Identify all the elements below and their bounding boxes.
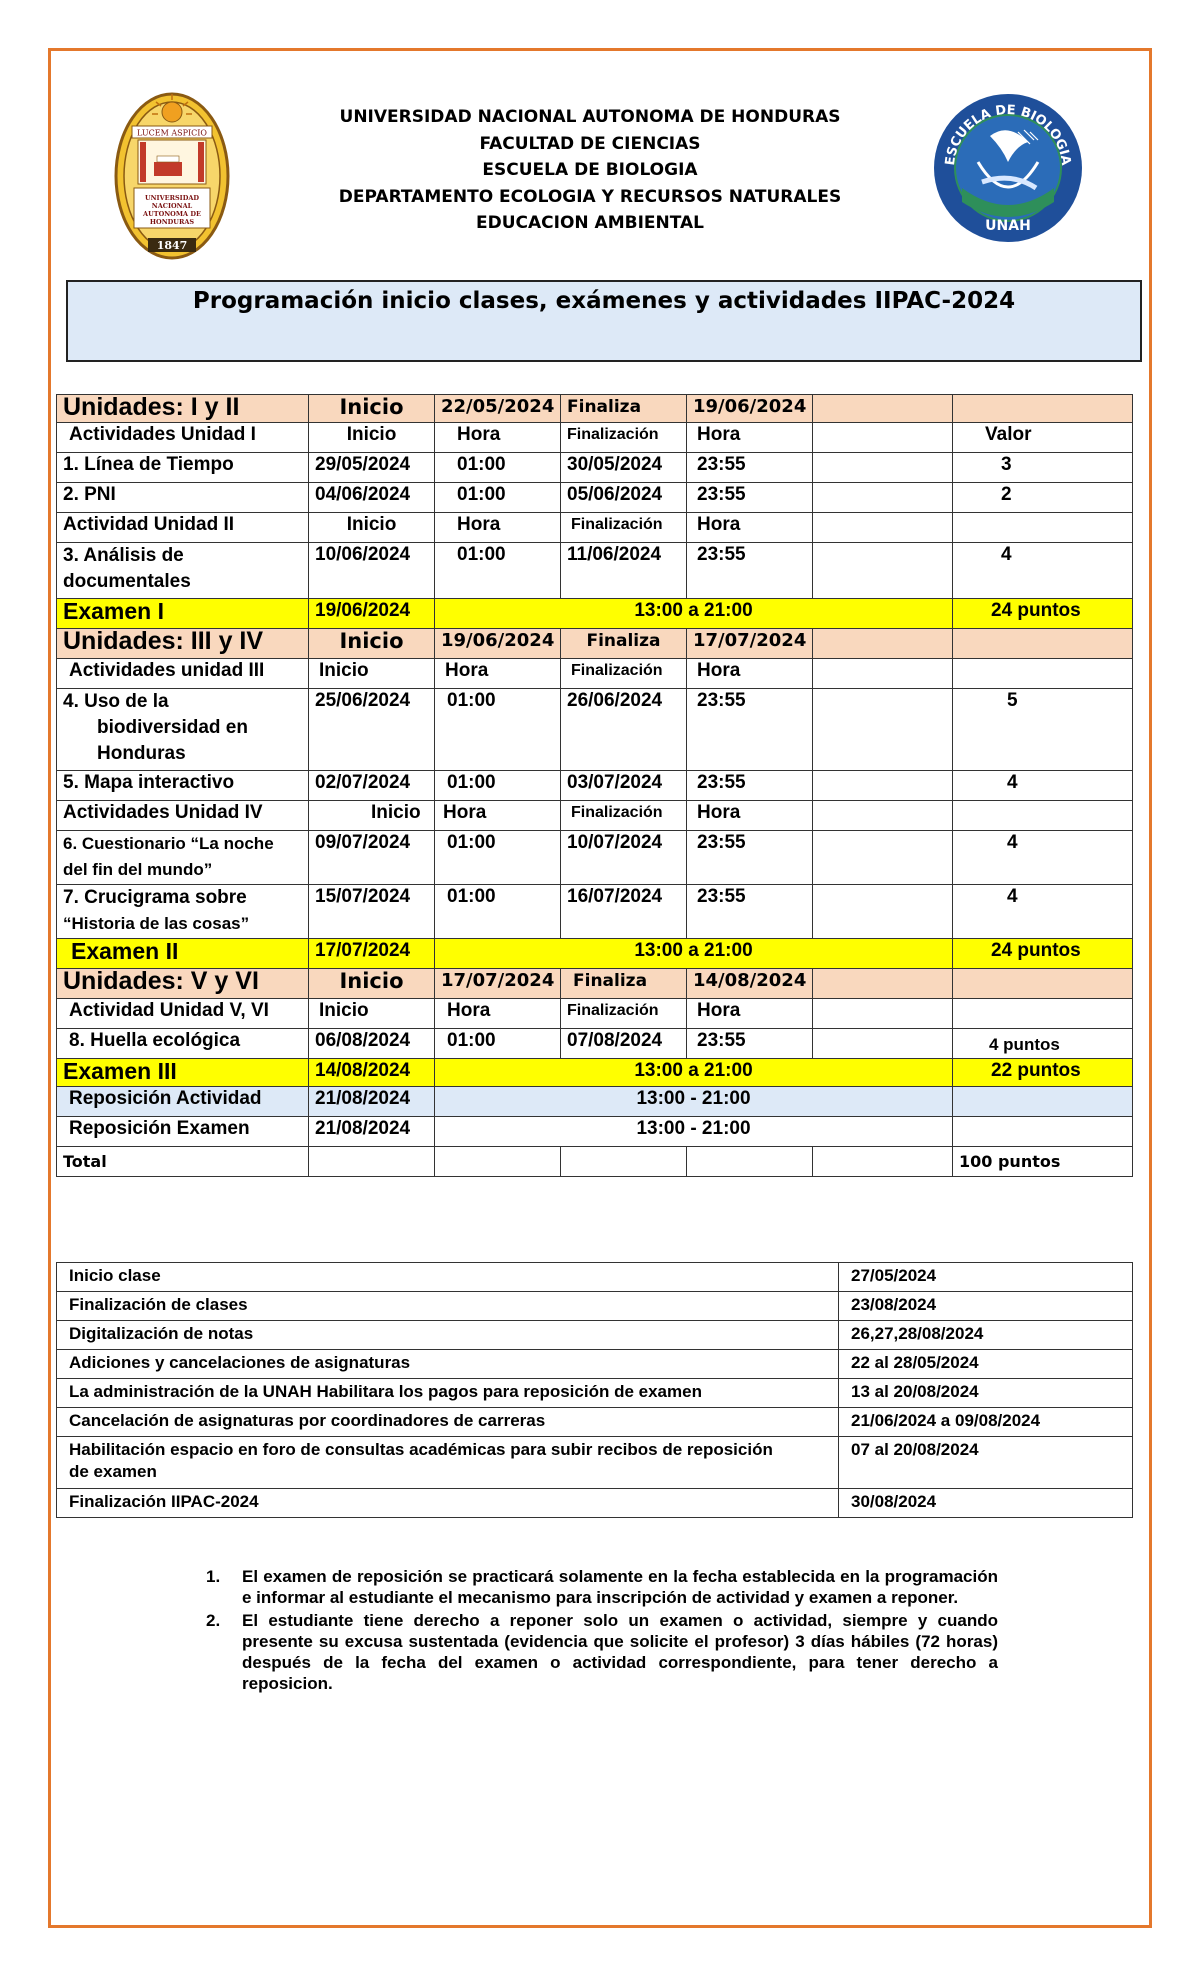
activity-end-time: 23:55 (687, 771, 813, 801)
header-line-program: EDUCACION AMBIENTAL (475, 213, 705, 233)
key-date-value: 07 al 20/08/2024 (839, 1437, 1133, 1489)
key-date-row (57, 1263, 1133, 1292)
activity-end-time: 23:55 (687, 831, 813, 885)
header-inicio: Inicio (309, 999, 435, 1029)
activity-value: 3 (953, 453, 1133, 483)
activity-start: 29/05/2024 (309, 453, 435, 483)
activity-start-time: 01:00 (435, 771, 561, 801)
note-text: El estudiante tiene derecho a reponer solo un examen o actividad, siempre y cuando presente su excusa sustentada (evidencia que solicite el profesor) 3 días hábiles (72 horas) después de la fecha del examen o actividad correspondiente, para tener derecho a reposicion. (242, 1611, 998, 1693)
total-label: Total (57, 1147, 309, 1177)
activity-name: 1. Línea de Tiempo (57, 453, 309, 483)
key-date-row (57, 1408, 1133, 1437)
header-line-faculty: FACULTAD DE CIENCIAS (479, 133, 701, 154)
activity-row (57, 689, 1133, 771)
activity-start-time: 01:00 (435, 831, 561, 885)
exam-date: 14/08/2024 (309, 1059, 435, 1087)
activity-name-cont: “Historia de las cosas” (63, 914, 250, 933)
activity-header-row (57, 801, 1133, 831)
key-date-label: Habilitación espacio en foro de consultas académicas para subir recibos de reposición de examen (57, 1437, 839, 1489)
unit-end-date: 19/06/2024 (687, 395, 813, 423)
makeup-time: 13:00 - 21:00 (435, 1087, 953, 1117)
key-date-row (57, 1292, 1133, 1321)
activity-end: 11/06/2024 (561, 543, 687, 599)
key-date-row (57, 1350, 1133, 1379)
key-dates-table (56, 1262, 1133, 1518)
unit-start-date: 17/07/2024 (435, 969, 561, 999)
key-date-label: Digitalización de notas (57, 1321, 839, 1350)
activity-value: 4 (953, 885, 1133, 939)
activity-start-time: 01:00 (435, 543, 561, 599)
activity-row (57, 885, 1133, 939)
key-date-label: Adiciones y cancelaciones de asignaturas (57, 1350, 839, 1379)
unit-finaliza: Finaliza (561, 969, 687, 999)
activity-start: 09/07/2024 (309, 831, 435, 885)
key-date-value: 26,27,28/08/2024 (839, 1321, 1133, 1350)
exam-points: 24 puntos (953, 939, 1133, 969)
activity-start-time: 01:00 (435, 483, 561, 513)
unit-start-date: 22/05/2024 (435, 395, 561, 423)
unit-inicio: Inicio (309, 395, 435, 423)
exam-date: 17/07/2024 (309, 939, 435, 969)
activity-name: 8. Huella ecológica (57, 1029, 309, 1059)
activity-start: 02/07/2024 (309, 771, 435, 801)
activity-end-time: 23:55 (687, 483, 813, 513)
total-points: 100 puntos (953, 1147, 1133, 1177)
activity-start-time: 01:00 (435, 1029, 561, 1059)
activity-row (57, 453, 1133, 483)
header-hora2: Hora (687, 801, 813, 831)
key-date-value: 30/08/2024 (839, 1489, 1133, 1518)
activity-start-time: 01:00 (435, 689, 561, 771)
activity-name: 6. Cuestionario “La noche del fin del mundo” (57, 831, 309, 885)
activity-header-row (57, 999, 1133, 1029)
activity-row (57, 483, 1133, 513)
exam-row (57, 1059, 1133, 1087)
unit-label: Unidades: I y II (57, 395, 309, 423)
total-row (57, 1147, 1133, 1177)
activity-start-time: 01:00 (435, 885, 561, 939)
makeup-row (57, 1087, 1133, 1117)
key-date-row (57, 1379, 1133, 1408)
header-line-department: DEPARTAMENTO ECOLOGIA Y RECURSOS NATURALES (338, 186, 842, 207)
activity-name-cell (57, 885, 309, 939)
activity-start: 25/06/2024 (309, 689, 435, 771)
key-date-value: 13 al 20/08/2024 (839, 1379, 1133, 1408)
activity-value: 4 (953, 543, 1133, 599)
seal-year: 1847 (156, 239, 188, 252)
note-text: El examen de reposición se practicará solamente en la fecha establecida en la programación e informar al estudiante el mecanismo para inscripción de actividad y examen a reponer. (242, 1567, 998, 1607)
activity-row (57, 771, 1133, 801)
key-date-label: La administración de la UNAH Habilitara los pagos para reposición de examen (57, 1379, 839, 1408)
exam-date: 19/06/2024 (309, 599, 435, 629)
key-date-value: 23/08/2024 (839, 1292, 1133, 1321)
activity-end: 26/06/2024 (561, 689, 687, 771)
exam-row (57, 939, 1133, 969)
activity-end: 30/05/2024 (561, 453, 687, 483)
unit-end-date: 17/07/2024 (687, 629, 813, 659)
activity-end: 10/07/2024 (561, 831, 687, 885)
header-finalizacion: Finalización (561, 801, 687, 831)
header-line-school: ESCUELA DE BIOLOGIA (482, 160, 698, 180)
escuela-biologia-logo (932, 92, 1084, 244)
unit-finaliza: Finaliza (561, 395, 687, 423)
key-date-row (57, 1489, 1133, 1518)
activity-end-time: 23:55 (687, 453, 813, 483)
logo-bottom-text: UNAH (985, 218, 1031, 234)
activity-name: 4. Uso de la (63, 691, 169, 712)
activity-start: 06/08/2024 (309, 1029, 435, 1059)
activity-header-row (57, 513, 1133, 543)
activity-header-label: Actividades Unidad IV (57, 801, 309, 831)
exam-points: 22 puntos (953, 1059, 1133, 1087)
header-finalizacion: Finalización (561, 423, 687, 453)
unit-row (57, 395, 1133, 423)
institution-header (240, 104, 940, 237)
activity-end-time: 23:55 (687, 543, 813, 599)
key-date-value: 21/06/2024 a 09/08/2024 (839, 1408, 1133, 1437)
header-hora2: Hora (687, 513, 813, 543)
activity-row (57, 1029, 1133, 1059)
key-date-value: 27/05/2024 (839, 1263, 1133, 1292)
note-item (206, 1566, 998, 1608)
key-date-label: Inicio clase (57, 1263, 839, 1292)
makeup-label: Reposición Examen (57, 1117, 309, 1147)
unit-row (57, 969, 1133, 999)
header-hora2: Hora (687, 999, 813, 1029)
unit-row (57, 629, 1133, 659)
activity-name-cont: biodiversidad en Honduras (97, 717, 248, 764)
makeup-row (57, 1117, 1133, 1147)
activity-row (57, 831, 1133, 885)
activity-end: 16/07/2024 (561, 885, 687, 939)
unit-label: Unidades: V y VI (57, 969, 309, 999)
header-hora: Hora (435, 659, 561, 689)
exam-label: Examen III (57, 1059, 309, 1087)
key-date-label: Finalización IIPAC-2024 (57, 1489, 839, 1518)
activity-header-row (57, 423, 1133, 453)
header-inicio: Inicio (309, 659, 435, 689)
page-title: Programación inicio clases, exámenes y actividades IIPAC-2024 (192, 288, 1016, 314)
exam-label: Examen I (57, 599, 309, 629)
seal-text: UNIVERSIDAD NACIONAL AUTONOMA DE HONDURAS (143, 194, 201, 226)
key-date-row (57, 1321, 1133, 1350)
header-inicio: Inicio (309, 423, 435, 453)
activity-value: 5 (953, 689, 1133, 771)
header-hora: Hora (435, 801, 561, 831)
activity-end: 03/07/2024 (561, 771, 687, 801)
activity-value: 2 (953, 483, 1133, 513)
activity-name: 2. PNI (57, 483, 309, 513)
unah-seal-logo (112, 88, 232, 260)
activity-start: 15/07/2024 (309, 885, 435, 939)
header-finalizacion: Finalización (561, 513, 687, 543)
header-hora2: Hora (687, 423, 813, 453)
header-valor: Valor (953, 423, 1133, 453)
activity-end: 05/06/2024 (561, 483, 687, 513)
header-finalizacion: Finalización (561, 659, 687, 689)
exam-time: 13:00 a 21:00 (435, 939, 953, 969)
exam-row (57, 599, 1133, 629)
activity-start: 10/06/2024 (309, 543, 435, 599)
makeup-time: 13:00 - 21:00 (435, 1117, 953, 1147)
activity-name: 5. Mapa interactivo (57, 771, 309, 801)
key-date-label: Cancelación de asignaturas por coordinadores de carreras (57, 1408, 839, 1437)
header-hora: Hora (435, 423, 561, 453)
note-number: 1. (206, 1567, 221, 1586)
activity-name: 7. Crucigrama sobre (63, 887, 247, 908)
header-inicio: Inicio (309, 801, 435, 831)
activity-row (57, 543, 1133, 599)
activity-value: 4 (953, 771, 1133, 801)
unit-inicio: Inicio (309, 969, 435, 999)
unit-end-date: 14/08/2024 (687, 969, 813, 999)
activity-name: 3. Análisis de documentales (57, 543, 309, 599)
makeup-label: Reposición Actividad (57, 1087, 309, 1117)
activity-end-time: 23:55 (687, 1029, 813, 1059)
key-date-value: 22 al 28/05/2024 (839, 1350, 1133, 1379)
notes-list (206, 1566, 998, 1696)
header-finalizacion: Finalización (561, 999, 687, 1029)
unit-label: Unidades: III y IV (57, 629, 309, 659)
header-inicio: Inicio (309, 513, 435, 543)
logo-top-text: ESCUELA DE BIOLOGIA (942, 102, 1074, 167)
activity-start: 04/06/2024 (309, 483, 435, 513)
header-hora: Hora (435, 999, 561, 1029)
header-hora2: Hora (687, 659, 813, 689)
exam-points: 24 puntos (953, 599, 1133, 629)
makeup-date: 21/08/2024 (309, 1087, 435, 1117)
exam-time: 13:00 a 21:00 (435, 1059, 953, 1087)
unit-finaliza: Finaliza (561, 629, 687, 659)
activity-end-time: 23:55 (687, 689, 813, 771)
key-date-label: Finalización de clases (57, 1292, 839, 1321)
activity-value: 4 (953, 831, 1133, 885)
unit-inicio: Inicio (309, 629, 435, 659)
schedule-table (56, 394, 1133, 1177)
key-date-row (57, 1437, 1133, 1489)
exam-label: Examen II (57, 939, 309, 969)
activity-header-label: Actividad Unidad II (57, 513, 309, 543)
unit-start-date: 19/06/2024 (435, 629, 561, 659)
activity-name-cell (57, 689, 309, 771)
activity-header-label: Actividades Unidad I (57, 423, 309, 453)
activity-header-row (57, 659, 1133, 689)
activity-end-time: 23:55 (687, 885, 813, 939)
title-box (66, 280, 1142, 362)
makeup-date: 21/08/2024 (309, 1117, 435, 1147)
exam-time: 13:00 a 21:00 (435, 599, 953, 629)
seal-motto: LUCEM ASPICIO (137, 128, 207, 138)
activity-value: 4 puntos (953, 1029, 1133, 1059)
activity-header-label: Actividad Unidad V, VI (57, 999, 309, 1029)
activity-start-time: 01:00 (435, 453, 561, 483)
header-hora: Hora (435, 513, 561, 543)
note-number: 2. (206, 1611, 221, 1630)
activity-end: 07/08/2024 (561, 1029, 687, 1059)
activity-header-label: Actividades unidad III (57, 659, 309, 689)
note-item (206, 1610, 998, 1694)
header-line-university: UNIVERSIDAD NACIONAL AUTONOMA DE HONDURAS (339, 107, 841, 127)
